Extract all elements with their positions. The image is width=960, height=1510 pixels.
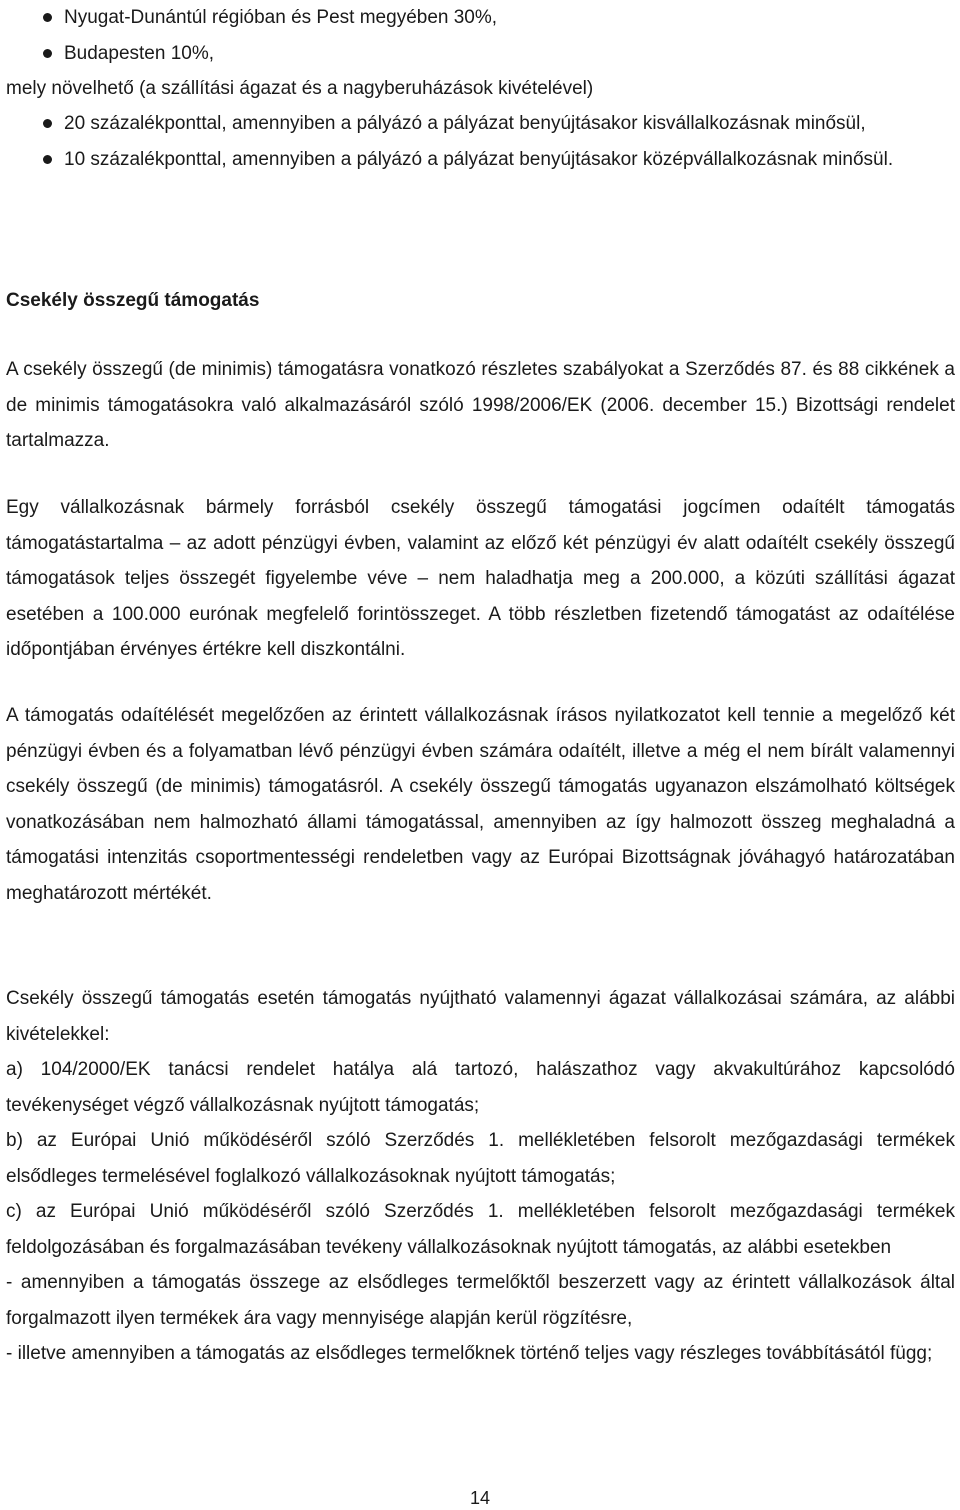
paragraph-aid-ceiling: Egy vállalkozásnak bármely forrásból csekély összegű támogatási jogcímen odaítélt támogatás támogatástartalma – az adott pénzügyi évben, valamint az előző két pénzügyi év alatt odaítélt csekély összegű támogatások teljes összegét figyelembe véve – nem haladhatja meg a 200.000, a közúti szállítási ágazat esetében a 100.000 eurónak megfelelő forintösszeget. A több részletben fizetendő támogatást az odaítélése időpontjában érvényes értékre kell diszkontálni. bbox=[6, 497, 955, 660]
bullet-item: 10 százalékponttal, amennyiben a pályázó a pályázat benyújtásakor középvállalkozásnak minősül. bbox=[0, 142, 955, 178]
bullet-item: 20 százalékponttal, amennyiben a pályázó a pályázat benyújtásakor kisvállalkozásnak minősül, bbox=[0, 106, 955, 142]
bullet-item: Budapesten 10%, bbox=[0, 36, 955, 72]
intro-line: mely növelhető (a szállítási ágazat és a nagyberuházások kivételével) bbox=[6, 78, 594, 99]
exceptions-intro: Csekély összegű támogatás esetén támogatás nyújtható valamennyi ágazat vállalkozásai számára, az alábbi kivételekkel: bbox=[6, 988, 955, 1045]
exception-subitem-1: - amennyiben a támogatás összege az elsődleges termelőktől beszerzett vagy az érintett vállalkozások által forgalmazott ilyen termékek ára vagy mennyisége alapján kerül rögzítésre, bbox=[6, 1272, 955, 1329]
bullet-list-enterprise-size bbox=[0, 106, 955, 177]
exception-item-a: a) 104/2000/EK tanácsi rendelet hatálya alá tartozó, halászathoz vagy akvakultúrához kapcsolódó tevékenységet végző vállalkozásnak nyújtott támogatás; bbox=[6, 1059, 955, 1116]
bullet-item: Nyugat-Dunántúl régióban és Pest megyében 30%, bbox=[0, 0, 955, 36]
exception-subitem-2: - illetve amennyiben a támogatás az elsődleges termelőknek történő teljes vagy részleges továbbításától függ; bbox=[6, 1343, 933, 1364]
paragraph-declaration: A támogatás odaítélését megelőzően az érintett vállalkozásnak írásos nyilatkozatot kell tennie a megelőző két pénzügyi évben és a folyamatban lévő pénzügyi évben számára odaítélt, illetve a még el nem bírált valamennyi csekély összegű (de minimis) támogatásról. A csekély összegű támogatás ugyanazon elszámolható költségek vonatkozásában nem halmozható állami támogatással, amennyiben az így halmozott összeg meghaladná a támogatási intenzitás csoportmentességi rendeletben vagy az Európai Bizottságnak jóváhagyó határozatában meghatározott mértékét. bbox=[6, 705, 955, 904]
page-number: 14 bbox=[469, 1488, 491, 1508]
bullet-list-regions bbox=[0, 0, 955, 71]
paragraph-de-minimis-rules: A csekély összegű (de minimis) támogatásra vonatkozó részletes szabályokat a Szerződés 87. és 88 cikkének a de minimis támogatásokra való alkalmazásáról szóló 1998/2006/EK (2006. december 15.) Bizottsági rendelet tartalmazza. bbox=[6, 359, 955, 451]
exception-item-b: b) az Európai Unió működéséről szóló Szerződés 1. mellékletében felsorolt mezőgazdasági termékek elsődleges termelésével foglalkozó vállalkozásoknak nyújtott támogatás; bbox=[6, 1130, 955, 1187]
section-heading: Csekély összegű támogatás bbox=[6, 290, 260, 311]
exception-item-c: c) az Európai Unió működéséről szóló Szerződés 1. mellékletében felsorolt mezőgazdasági termékek feldolgozásában és forgalmazásában tevékeny vállalkozásoknak nyújtott támogatás, az alábbi esetekben bbox=[6, 1201, 955, 1258]
paragraph-exceptions bbox=[6, 981, 955, 1372]
